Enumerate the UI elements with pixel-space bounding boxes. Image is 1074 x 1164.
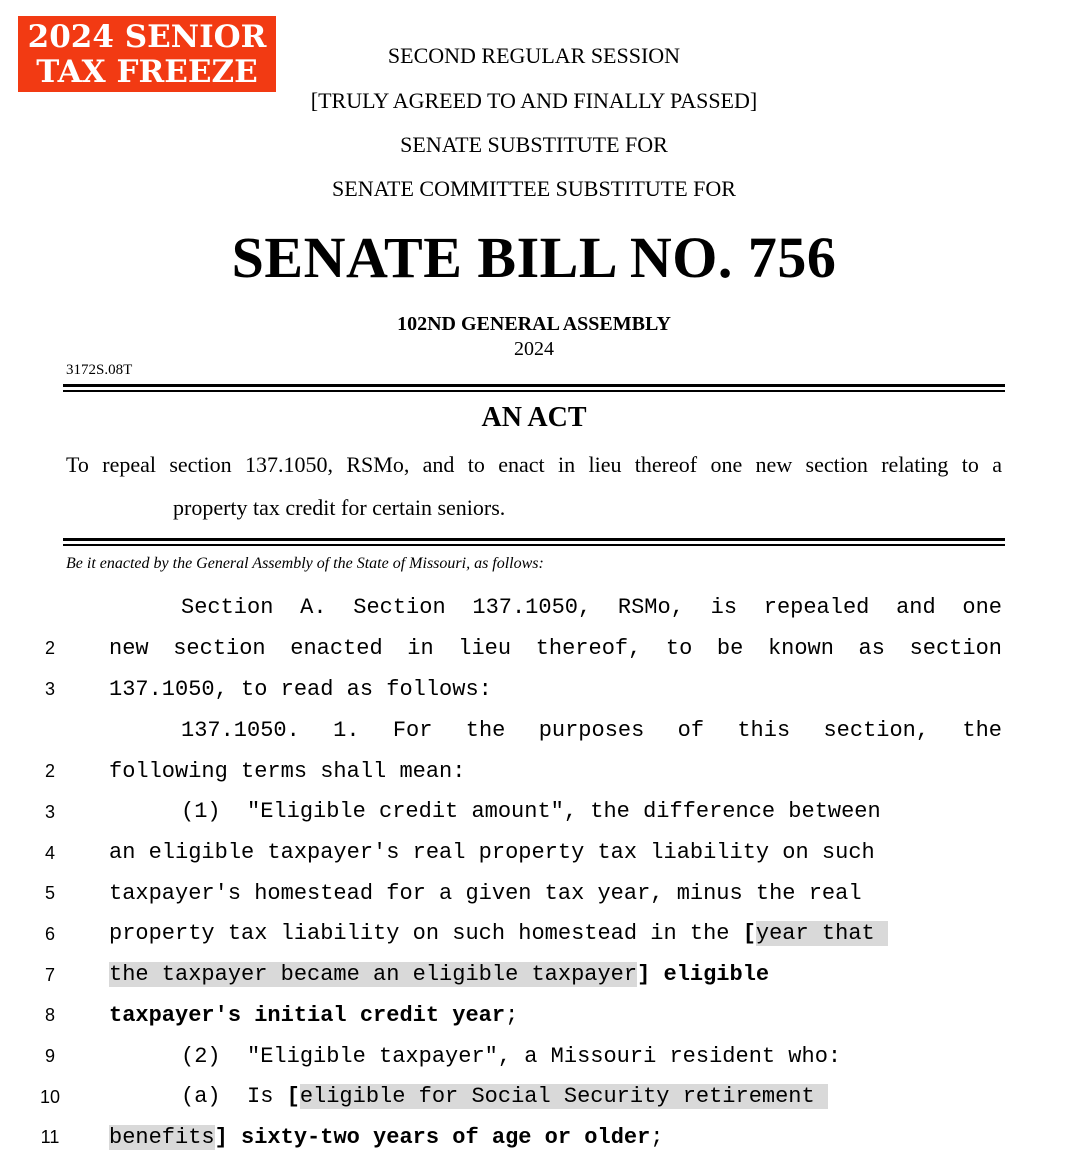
inserted-text: taxpayer's initial credit year	[109, 1003, 506, 1028]
line-number: 8	[44, 1005, 55, 1025]
section-137-line-10	[181, 1084, 828, 1109]
enacting-clause: Be it enacted by the General Assembly of the State of Missouri, as follows:	[66, 555, 544, 572]
section-137-line-6	[109, 921, 888, 946]
line-number: 6	[44, 924, 55, 944]
section-137-line-1: 137.1050. 1. For the purposes of this section, the	[181, 718, 1002, 743]
session-line: SECOND REGULAR SESSION	[387, 43, 681, 68]
line-number: 9	[44, 1046, 55, 1066]
deleted-text: eligible for Social Security retirement	[299, 1084, 828, 1109]
line-number: 2	[44, 638, 55, 658]
line-number: 2	[44, 761, 55, 781]
line-number: 4	[44, 843, 55, 863]
line-number: 10	[39, 1087, 61, 1107]
section-137-line-2: following terms shall mean:	[109, 759, 466, 784]
section-137-line-7	[109, 962, 769, 987]
divider-rule-top-2	[63, 390, 1005, 392]
substitute-line-2: SENATE COMMITTEE SUBSTITUTE FOR	[332, 176, 736, 201]
divider-rule-top-1	[63, 384, 1005, 387]
plain-text: (a) Is	[181, 1084, 287, 1109]
line-number: 3	[44, 679, 55, 699]
banner-line-1: 2024 SENIOR	[27, 19, 267, 55]
assembly-line: 102ND GENERAL ASSEMBLY	[397, 313, 671, 335]
bill-title: SENATE BILL NO. 756	[231, 225, 837, 290]
section-137-line-5: taxpayer's homestead for a given tax year, minus the real	[109, 881, 862, 906]
section-a-line-3: 137.1050, to read as follows:	[109, 677, 492, 702]
section-137-line-9: (2) "Eligible taxpayer", a Missouri resident who:	[181, 1044, 842, 1069]
status-line: [TRULY AGREED TO AND FINALLY PASSED]	[310, 88, 758, 113]
deletion-bracket: ]	[214, 1125, 228, 1150]
divider-rule-bottom-2	[63, 544, 1005, 546]
plain-text: ;	[505, 1003, 519, 1028]
banner-line-2: TAX FREEZE	[36, 54, 258, 90]
deletion-bracket: [	[742, 921, 756, 946]
act-description-line-2: property tax credit for certain seniors.	[173, 495, 506, 520]
deleted-text: the taxpayer became an eligible taxpayer	[109, 962, 638, 987]
plain-text: ;	[650, 1125, 664, 1150]
divider-rule-bottom-1	[63, 538, 1005, 541]
act-title: AN ACT	[481, 402, 587, 433]
substitute-line-1: SENATE SUBSTITUTE FOR	[400, 132, 668, 157]
section-137-line-3: (1) "Eligible credit amount", the difference between	[181, 799, 881, 824]
inserted-text: eligible	[650, 962, 770, 987]
line-number: 7	[44, 965, 55, 985]
inserted-text: sixty-two years of age or older	[227, 1125, 651, 1150]
deletion-bracket: ]	[637, 962, 651, 987]
line-number: 3	[44, 802, 55, 822]
assembly-year: 2024	[514, 338, 554, 360]
section-137-line-4: an eligible taxpayer's real property tax liability on such	[109, 840, 875, 865]
section-137-line-8	[109, 1003, 518, 1028]
line-number: 11	[40, 1127, 60, 1147]
deleted-text: year that	[755, 921, 888, 946]
deletion-bracket: [	[286, 1084, 300, 1109]
lr-code: 3172S.08T	[66, 362, 133, 378]
section-137-line-11	[109, 1125, 664, 1150]
deleted-text: benefits	[109, 1125, 215, 1150]
act-description-line-1: To repeal section 137.1050, RSMo, and to enact in lieu thereof one new section relating to a	[66, 452, 1002, 477]
line-number: 5	[44, 883, 55, 903]
section-a-line-1: Section A. Section 137.1050, RSMo, is repealed and one	[181, 595, 1002, 620]
section-a-line-2: new section enacted in lieu thereof, to be known as section	[109, 636, 1002, 661]
plain-text: property tax liability on such homestead in the	[109, 921, 743, 946]
